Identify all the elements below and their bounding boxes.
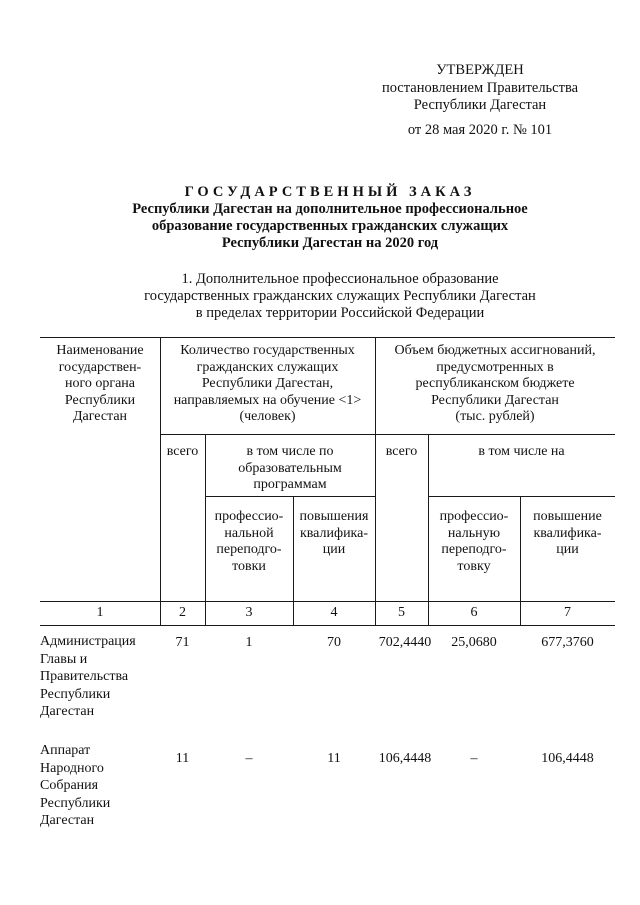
table-line	[40, 337, 615, 338]
row-budget-total: 702,4440	[378, 635, 432, 650]
header-org: Наименование государствен- ного органа Республики Дагестан	[56, 343, 144, 424]
header-count-qualification: повышения квалифика- ции	[299, 509, 369, 557]
column-number: 5	[398, 605, 405, 620]
header-count: Количество государственных гражданских служащих Республики Дагестан, направляемых на обучение <1> (человек)	[173, 343, 362, 424]
section-heading-line-3: в пределах территории Российской Федерации	[195, 305, 485, 321]
row-total: 11	[175, 751, 190, 766]
header-total-count: всего	[166, 444, 199, 459]
row-qualification: 11	[327, 751, 341, 766]
column-number: 6	[470, 605, 478, 620]
row-budget-qualification: 677,3760	[541, 635, 594, 650]
row-total: 71	[175, 635, 190, 650]
header-total-budget: всего	[385, 444, 418, 459]
header-count-retraining: профессио- нальной переподго- товки	[214, 509, 284, 574]
table-line	[40, 625, 615, 626]
header-budget-qualification: повышение квалифика- ции	[533, 509, 602, 557]
table-line	[40, 601, 615, 602]
document-subtitle-line-2: образование государственных гражданских служащих	[151, 218, 509, 234]
table-line	[160, 434, 615, 435]
column-number: 1	[96, 605, 104, 620]
table-line	[205, 496, 375, 497]
row-budget-retraining: –	[470, 751, 478, 766]
section-heading-line-2: государственных гражданских служащих Республики Дагестан	[144, 288, 536, 304]
section-heading-line-1: 1. Дополнительное профессиональное образование	[181, 271, 499, 287]
header-budget-including: в том числе на	[478, 444, 565, 459]
row-retraining: 1	[245, 635, 253, 650]
row-retraining: –	[245, 751, 253, 766]
row-org-name: Аппарат Народного Собрания Республики Дагестан	[40, 743, 111, 828]
row-budget-retraining: 25,0680	[451, 635, 497, 650]
header-budget-retraining: профессио- нальную переподго- товку	[439, 509, 509, 574]
row-org-name: Администрация Главы и Правительства Республики Дагестан	[40, 634, 136, 719]
row-qualification: 70	[327, 635, 341, 650]
header-budget: Объем бюджетных ассигнований, предусмотренных в республиканском бюджете Республики Дагестан (тыс. рублей)	[394, 343, 596, 424]
column-number: 7	[564, 605, 571, 620]
header-count-including: в том числе по образовательным программам	[238, 444, 342, 492]
row-budget-qualification: 106,4448	[541, 751, 594, 766]
row-budget-total: 106,4448	[378, 751, 432, 766]
document-title: ГОСУДАРСТВЕННЫЙ ЗАКАЗ	[184, 184, 476, 200]
approval-line-1: постановлением Правительства	[381, 80, 579, 96]
column-number: 2	[179, 605, 186, 620]
column-number: 4	[330, 605, 338, 620]
approval-line-2: Республики Дагестан	[413, 97, 547, 113]
document-subtitle-line-1: Республики Дагестан на дополнительное профессиональное	[132, 201, 528, 217]
table-line	[428, 496, 615, 497]
document-subtitle-line-3: Республики Дагестан на 2020 год	[221, 235, 439, 251]
approval-date: от 28 мая 2020 г. № 101	[407, 122, 553, 138]
column-number: 3	[245, 605, 253, 620]
approval-title: УТВЕРЖДЕН	[436, 62, 524, 78]
